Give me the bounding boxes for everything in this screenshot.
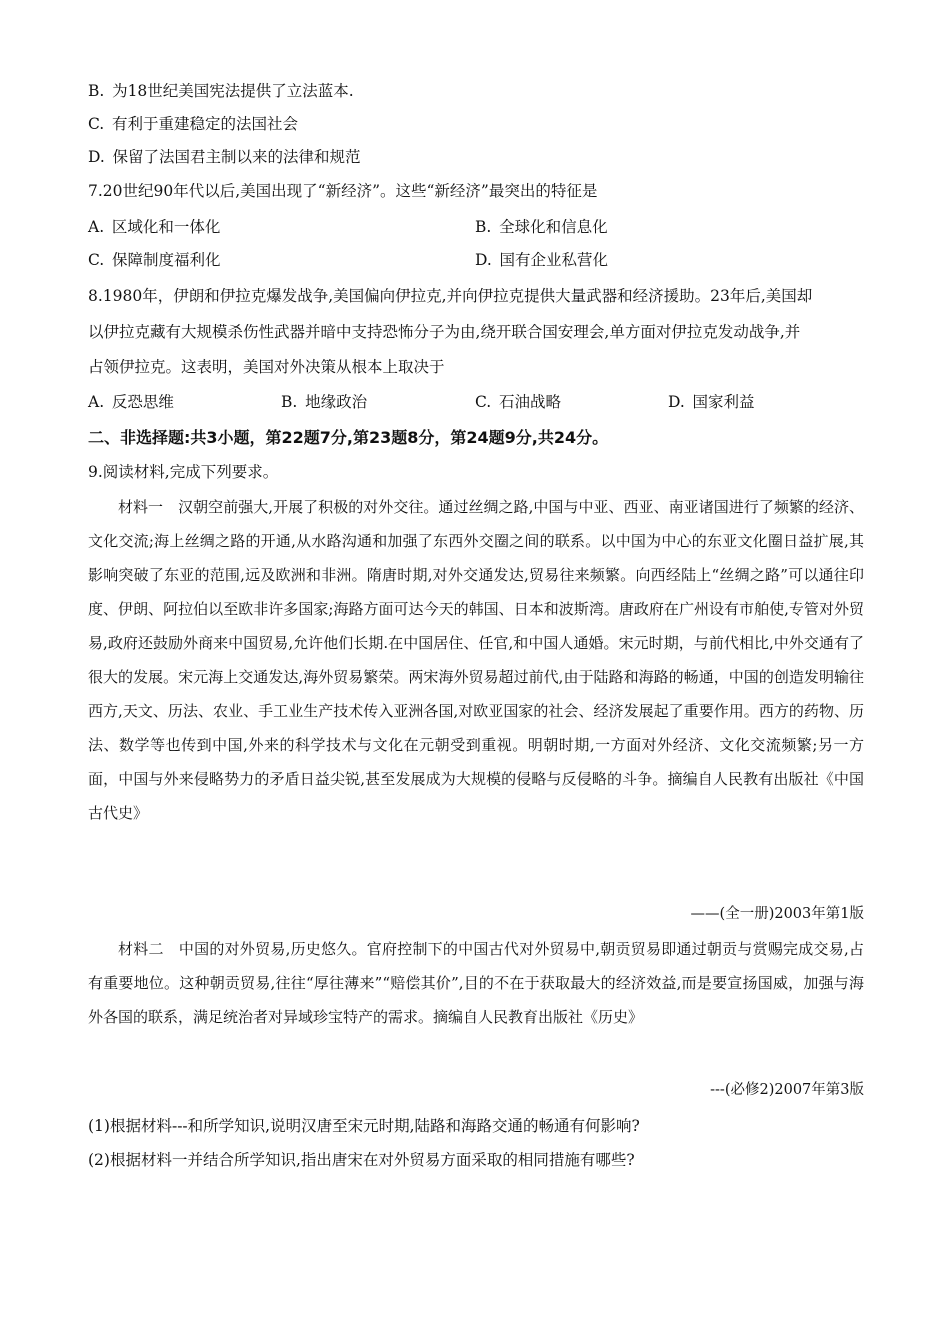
section-heading: 二、非选择题:共3小题，第22题7分,第23题8分，第24题9分,共24分。 (88, 428, 609, 447)
q8-stem-line2: 以伊拉克藏有大规模杀伤性武器并暗中支持恐怖分子为由,绕开联合国安理会,单方面对伊拉克发动战争,并 (88, 323, 801, 341)
q8-option-a: A. 反恐思维 (88, 393, 174, 411)
q6-option-d: D. 保留了法国君主制以来的法律和规范 (88, 148, 361, 166)
q7-option-a: A. 区域化和一体化 (88, 218, 221, 236)
q6-option-b: B. 为18世纪美国宪法提供了立法蓝本. (88, 82, 354, 100)
q7-stem: 7.20世纪90年代以后,美国出现了“新经济”。这些“新经济”最突出的特征是 (88, 182, 598, 200)
material-2-text: 材料二 中国的对外贸易,历史悠久。官府控制下的中国古代对外贸易中,朝贡贸易即通过朝贡与赏赐完成交易,占有重要地位。这种朝贡贸易,往往“厚往薄来”“赔偿其价”,目的不在于获取最大的经济效益,而是要宣扬国威，加强与海外各国的联系，满足统治者对异域珍宝特产的需求。摘编自人民教育出版社《历史》 (88, 940, 864, 1026)
q9-stem: 9.阅读材料,完成下列要求。 (88, 463, 279, 481)
material-1-text: 材料一 汉朝空前强大,开展了积极的对外交往。通过丝绸之路,中国与中亚、西亚、南亚诸国进行了频繁的经济、文化交流;海上丝绸之路的开通,从水路沟通和加强了东西外交圈之间的联系。以中国为中心的东亚文化圈日益扩展,其影响突破了东亚的范围,远及欧洲和非洲。隋唐时期,对外交通发达,贸易往来频繁。向西经陆上“丝绸之路”可以通往印度、伊朗、阿拉伯以至欧非许多国家;海路方面可达今天的韩国、日本和波斯湾。唐政府在广州设有市舶使,专管对外贸易,政府还鼓励外商来中国贸易,允许他们长期.在中国居住、任官,和中国人通婚。宋元时期，与前代相比,中外交通有了很大的发展。宋元海上交通发达,海外贸易繁荣。两宋海外贸易超过前代,由于陆路和海路的畅通，中国的创造发明输往西方,天文、历法、农业、手工业生产技术传入亚洲各国,对欧亚国家的社会、经济发展起了重要作用。西方的药物、历法、数学等也传到中国,外来的科学技术与文化在元朝受到重视。明朝时期,一方面对外经济、文化交流频繁;另一方面，中国与外来侵略势力的矛盾日益尖锐,甚至发展成为大规模的侵略与反侵略的斗争。摘编自人民教有出版社《中国古代史》 (88, 498, 864, 822)
q7-option-c: C. 保障制度福利化 (88, 251, 221, 269)
q9-subquestion-1: (1)根据材料---和所学知识,说明汉唐至宋元时期,陆路和海路交通的畅通有何影响? (88, 1117, 640, 1135)
q8-option-c: C. 石油战略 (475, 393, 561, 411)
q8-option-d: D. 国家利益 (668, 393, 755, 411)
q7-option-b: B. 全球化和信息化 (475, 218, 608, 236)
q9-subquestion-2: (2)根据材料一并结合所学知识,指出唐宋在对外贸易方面采取的相同措施有哪些? (88, 1151, 635, 1169)
q8-option-b: B. 地缘政治 (281, 393, 368, 411)
material-2-source: ---(必修2)2007年第3版 (710, 1082, 864, 1098)
q8-stem-line3: 占领伊拉克。这表明，美国对外决策从根本上取决于 (88, 358, 445, 376)
q9-material-2 (88, 932, 864, 1034)
q8-stem-line1: 8.1980年，伊朗和伊拉克爆发战争,美国偏向伊拉克,并向伊拉克提供大量武器和经济援助。23年后,美国却 (88, 287, 813, 305)
material-1-source: ——(全一册)2003年第1版 (690, 906, 864, 922)
q9-material-1 (88, 490, 864, 830)
q6-option-c: C. 有利于重建稳定的法国社会 (88, 115, 298, 133)
q7-option-d: D. 国有企业私营化 (475, 251, 609, 269)
